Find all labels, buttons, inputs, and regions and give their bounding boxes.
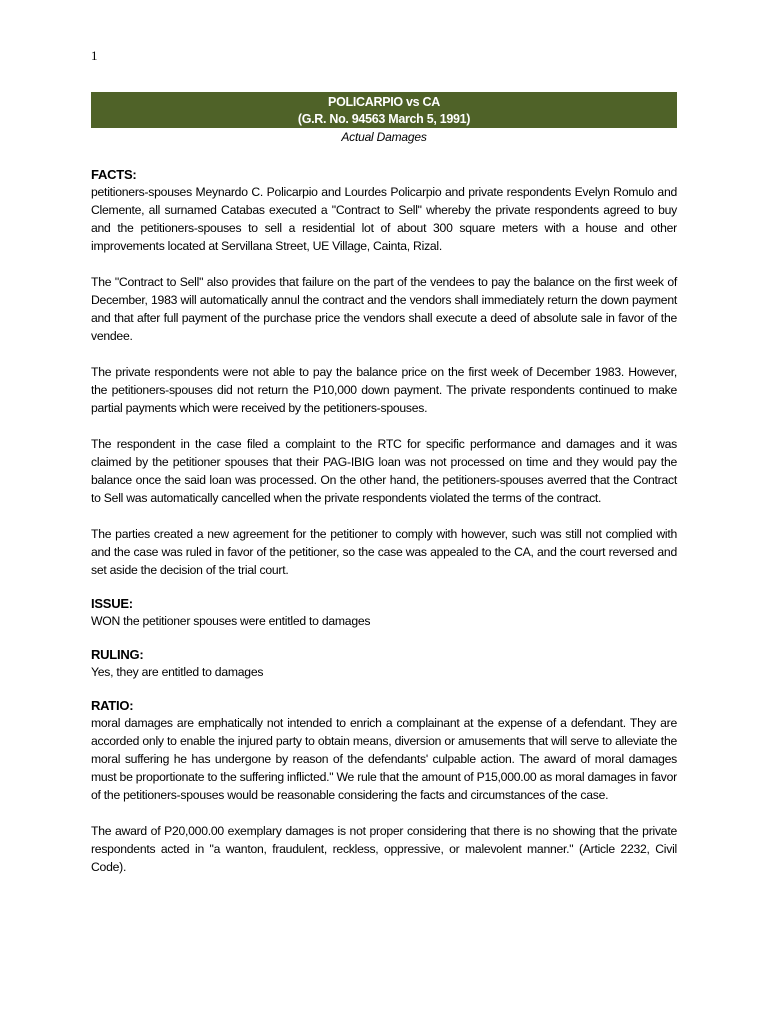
- facts-paragraph-1: petitioners-spouses Meynardo C. Policarpio and Lourdes Policarpio and private respondents Evelyn Romulo and Clemente, all surnamed Catabas executed a "Contract to Sell" whereby the private respondents agreed to buy and the petitioners-spouses to sell a residential lot of about 300 square meters with a house and other improvements located at Servillana Street, UE Village, Cainta, Rizal.: [91, 185, 677, 253]
- case-title: POLICARPIO vs CA: [328, 95, 440, 109]
- facts-paragraph-2: The "Contract to Sell" also provides that failure on the part of the vendees to pay the balance on the first week of December, 1983 will automatically annul the contract and the vendors shall immediately return the down payment and that after full payment of the purchase price the vendors shall execute a deed of absolute sale in favor of the vendee.: [91, 275, 677, 343]
- facts-paragraph-3: The private respondents were not able to pay the balance price on the first week of December 1983. However, the petitioners-spouses did not return the P10,000 down payment. The private respondents continued to make partial payments which were received by the petitioners-spouses.: [91, 365, 677, 415]
- case-body: [91, 166, 677, 876]
- ratio-paragraph-1: moral damages are emphatically not intended to enrich a complainant at the expense of a defendant. They are accorded only to enable the injured party to obtain means, diversion or amusements that will serve to alleviate the moral suffering he has undergone by reason of the defendants' culpable action. The award of moral damages must be proportionate to the suffering inflicted." We rule that the amount of P15,000.00 as moral damages in favor of the petitioners-spouses would be reasonable considering the facts and circumstances of the case.: [91, 716, 677, 802]
- case-topic: Actual Damages: [341, 130, 427, 144]
- issue-text: WON the petitioner spouses were entitled to damages: [91, 614, 371, 628]
- facts-paragraph-5: The parties created a new agreement for the petitioner to comply with however, such was still not complied with and the case was ruled in favor of the petitioner, so the case was appealed to the CA, and the court reversed and set aside the decision of the trial court.: [91, 527, 677, 577]
- facts-heading: FACTS:: [91, 167, 137, 182]
- ruling-heading: RULING:: [91, 647, 144, 662]
- case-citation: (G.R. No. 94563 March 5, 1991): [297, 112, 471, 126]
- case-title-bar: [91, 92, 677, 128]
- ratio-heading: RATIO:: [91, 698, 134, 713]
- ruling-text: Yes, they are entitled to damages: [91, 665, 264, 679]
- ratio-paragraph-2: The award of P20,000.00 exemplary damages is not proper considering that there is no showing that the private respondents acted in "a wanton, fraudulent, reckless, oppressive, or malevolent manner." (Article 2232, Civil Code).: [91, 824, 677, 874]
- facts-paragraph-4: The respondent in the case filed a complaint to the RTC for specific performance and damages and it was claimed by the petitioner spouses that their PAG-IBIG loan was not processed on time and they would pay the balance once the said loan was processed. On the other hand, the petitioners-spouses averred that the Contract to Sell was automatically cancelled when the private respondents violated the terms of the contract.: [91, 437, 677, 505]
- page-number: 1: [91, 48, 98, 63]
- issue-heading: ISSUE:: [91, 596, 133, 611]
